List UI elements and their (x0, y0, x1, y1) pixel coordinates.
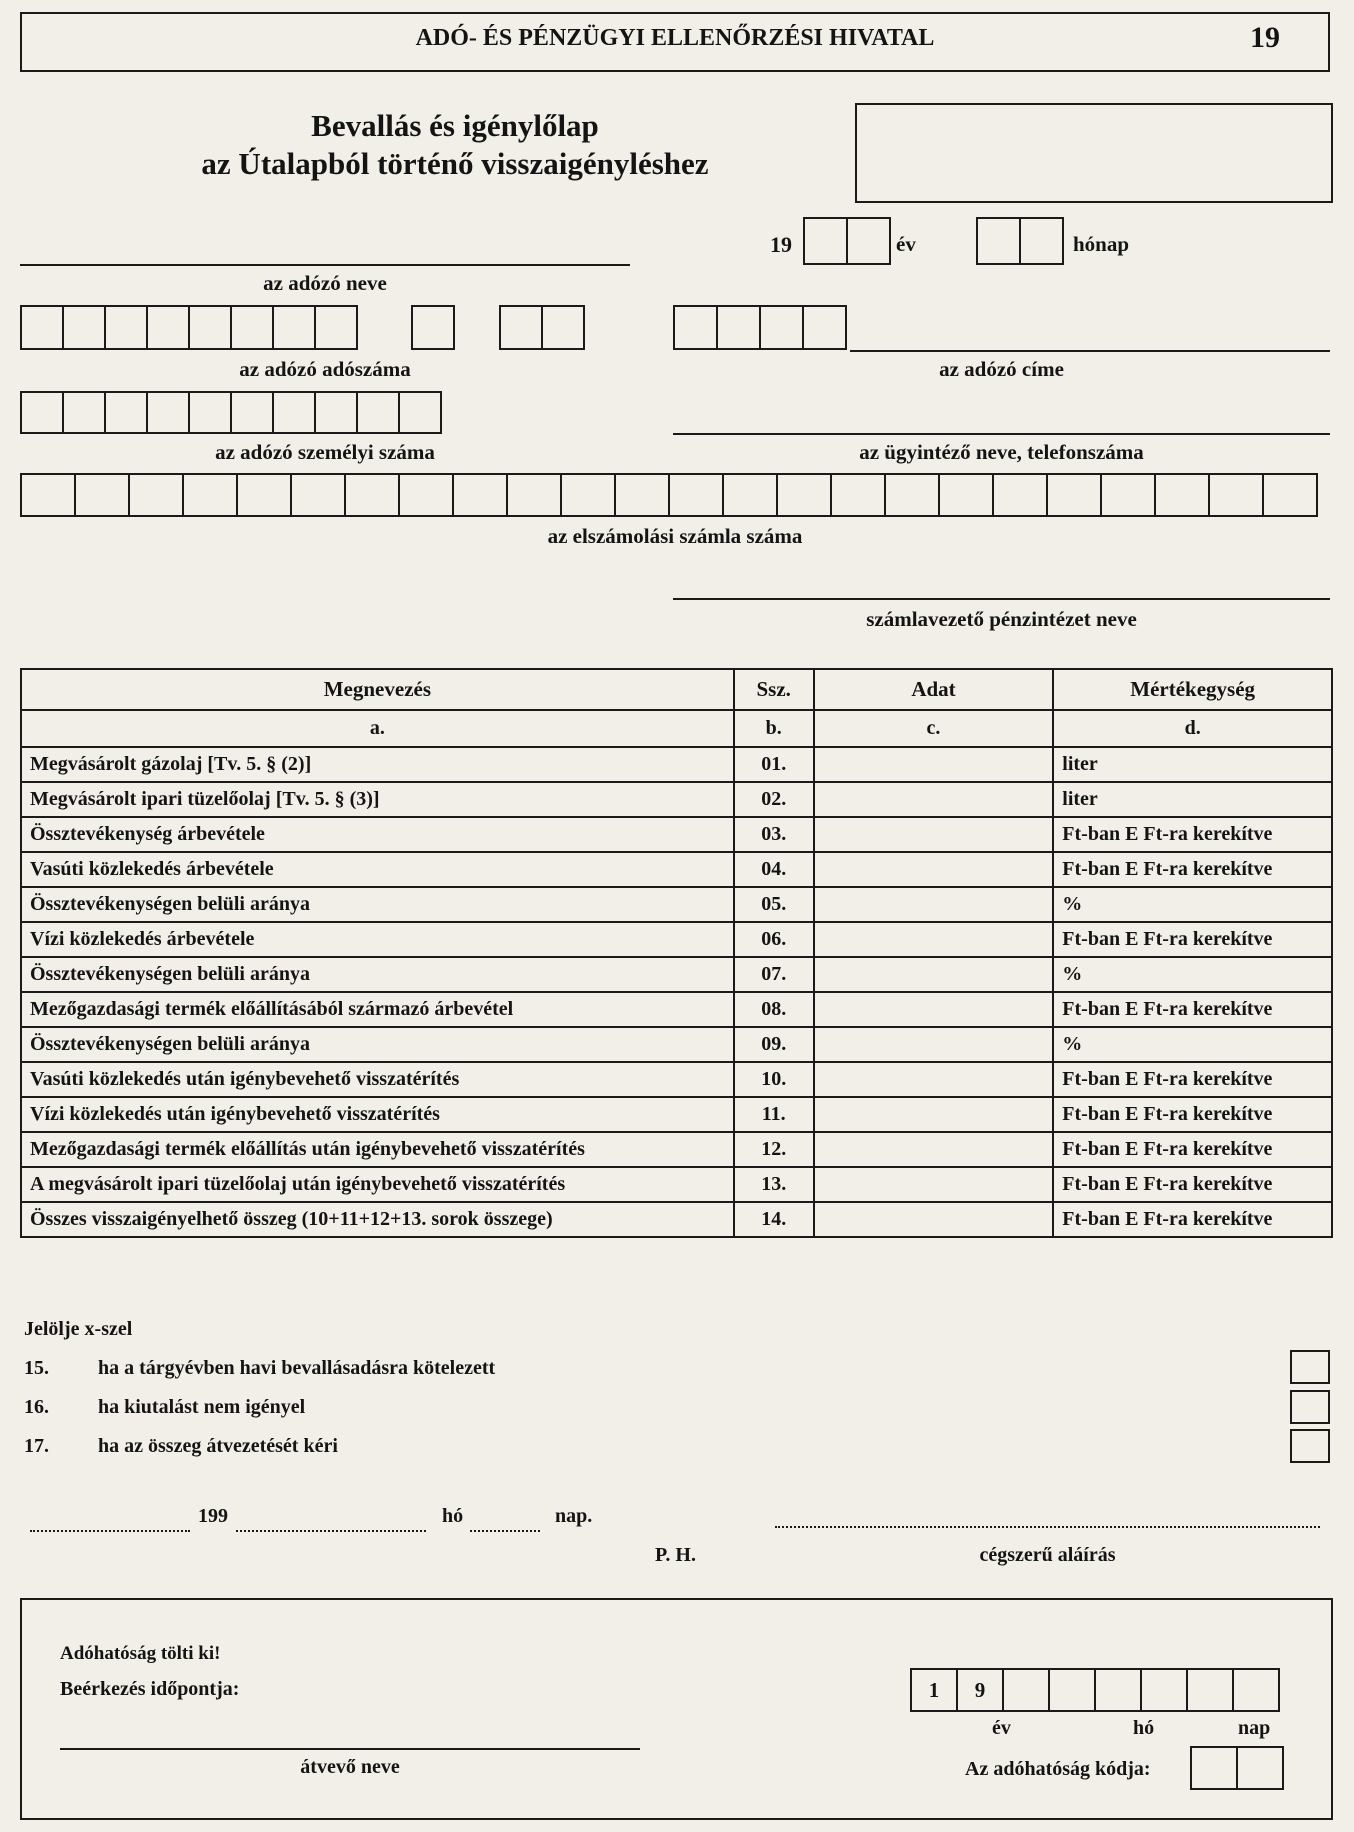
year-digit-box[interactable] (803, 217, 848, 265)
table-row (21, 887, 1332, 922)
row-data-cell[interactable] (814, 817, 1054, 852)
postcode-digit[interactable] (759, 305, 804, 350)
authority-code-boxes (1190, 1746, 1282, 1790)
taxpayer-address-label: az adózó címe (939, 357, 1064, 381)
tax-number-boxes-main (20, 305, 356, 350)
tax-number-digit[interactable] (499, 305, 543, 350)
account-number-label: az elszámolási számla száma (547, 524, 803, 548)
row-number: 04. (734, 852, 814, 887)
row-name: Vízi közlekedés után igénybevehető visszatérítés (21, 1097, 734, 1132)
row-number: 11. (734, 1097, 814, 1132)
table-row (21, 852, 1332, 887)
checkbox-instruction: Jelölje x-szel (24, 1318, 133, 1340)
account-digit-box[interactable] (506, 473, 562, 517)
table-row (21, 922, 1332, 957)
option-17-number: 17. (24, 1435, 49, 1457)
personal-number-digit[interactable] (272, 391, 316, 434)
year-dots[interactable] (236, 1530, 426, 1532)
table-row (21, 1202, 1332, 1237)
row-name: Össztevékenységen belüli aránya (21, 957, 734, 992)
account-digit-box[interactable] (236, 473, 292, 517)
row-unit: Ft-ban E Ft-ra kerekítve (1053, 922, 1332, 957)
table-row (21, 1167, 1332, 1202)
table-row (21, 817, 1332, 852)
row-unit: Ft-ban E Ft-ra kerekítve (1053, 1132, 1332, 1167)
personal-number-label: az adózó személyi száma (215, 440, 435, 464)
table-body (21, 747, 1332, 1237)
row-number: 10. (734, 1062, 814, 1097)
table-row (21, 957, 1332, 992)
option-15-checkbox[interactable] (1290, 1350, 1330, 1384)
col-letter-d: d. (1053, 710, 1332, 747)
account-number-boxes (20, 473, 1316, 517)
account-digit-box[interactable] (1154, 473, 1210, 517)
account-digit-box[interactable] (776, 473, 832, 517)
row-name: Össztevékenységen belüli aránya (21, 887, 734, 922)
row-data-cell[interactable] (814, 957, 1054, 992)
row-data-cell[interactable] (814, 1027, 1054, 1062)
row-name: Vasúti közlekedés után igénybevehető visszatérítés (21, 1062, 734, 1097)
col-letter-a: a. (21, 710, 734, 747)
code-digit-box[interactable] (1190, 1746, 1238, 1790)
row-data-cell[interactable] (814, 887, 1054, 922)
period-year-prefix: 19 (770, 232, 792, 257)
row-data-cell[interactable] (814, 1062, 1054, 1097)
row-name: Össztevékenység árbevétele (21, 817, 734, 852)
row-number: 03. (734, 817, 814, 852)
account-digit-box[interactable] (1100, 473, 1156, 517)
row-number: 05. (734, 887, 814, 922)
account-digit-box[interactable] (1046, 473, 1102, 517)
sign-year-prefix: 199 (198, 1505, 228, 1527)
date-digit-box[interactable] (1232, 1668, 1280, 1712)
option-16-label: ha kiutalást nem igényel (98, 1396, 306, 1418)
month-digit-box[interactable] (1019, 217, 1064, 265)
row-unit: % (1053, 1027, 1332, 1062)
row-number: 09. (734, 1027, 814, 1062)
period-year-label: év (896, 232, 916, 256)
period-year-boxes (803, 217, 889, 265)
row-unit: Ft-ban E Ft-ra kerekítve (1053, 817, 1332, 852)
bank-name-label: számlavezető pénzintézet neve (866, 607, 1137, 631)
table-row (21, 1062, 1332, 1097)
place-dots[interactable] (30, 1530, 190, 1532)
tax-number-digit[interactable] (62, 305, 106, 350)
tax-number-digit[interactable] (20, 305, 64, 350)
row-data-cell[interactable] (814, 1202, 1054, 1237)
row-data-cell[interactable] (814, 852, 1054, 887)
account-digit-box[interactable] (722, 473, 778, 517)
tax-number-digit[interactable] (314, 305, 358, 350)
col-header-unit: Mértékegység (1053, 669, 1332, 710)
account-digit-box[interactable] (560, 473, 616, 517)
contact-line[interactable] (673, 433, 1330, 435)
option-15-number: 15. (24, 1357, 49, 1379)
date-month-label: hó (1133, 1717, 1155, 1739)
account-digit-box[interactable] (20, 473, 76, 517)
personal-number-digit[interactable] (104, 391, 148, 434)
row-unit: Ft-ban E Ft-ra kerekítve (1053, 1202, 1332, 1237)
taxpayer-name-label: az adózó neve (263, 271, 387, 295)
personal-number-digit[interactable] (398, 391, 442, 434)
date-year-label: év (992, 1717, 1011, 1739)
received-label: Beérkezés időpontja: (60, 1678, 240, 1700)
receiver-line[interactable] (60, 1748, 640, 1750)
account-digit-box[interactable] (1208, 473, 1264, 517)
table-row (21, 782, 1332, 817)
address-line[interactable] (850, 350, 1330, 352)
tax-number-label: az adózó adószáma (239, 357, 411, 381)
tax-number-boxes-check (411, 305, 453, 350)
account-digit-box[interactable] (74, 473, 130, 517)
row-unit: liter (1053, 782, 1332, 817)
account-digit-box[interactable] (452, 473, 508, 517)
signature-label: cégszerű aláírás (979, 1544, 1116, 1566)
bank-name-line[interactable] (673, 598, 1330, 600)
contact-label: az ügyintéző neve, telefonszáma (859, 440, 1144, 464)
row-name: Megvásárolt ipari tüzelőolaj [Tv. 5. § (3)] (21, 782, 734, 817)
row-name: Vasúti közlekedés árbevétele (21, 852, 734, 887)
table-row (21, 1132, 1332, 1167)
postcode-boxes (673, 305, 845, 350)
signature-dots[interactable] (775, 1526, 1320, 1528)
row-data-cell[interactable] (814, 747, 1054, 782)
stamp-label: P. H. (655, 1544, 696, 1566)
tax-number-digit[interactable] (411, 305, 455, 350)
row-name: Mezőgazdasági termék előállításából származó árbevétel (21, 992, 734, 1027)
account-digit-box[interactable] (344, 473, 400, 517)
year-digit-box[interactable] (846, 217, 891, 265)
personal-number-digit[interactable] (314, 391, 358, 434)
account-digit-box[interactable] (992, 473, 1048, 517)
row-unit: Ft-ban E Ft-ra kerekítve (1053, 992, 1332, 1027)
table-row (21, 992, 1332, 1027)
date-digit-box[interactable] (1186, 1668, 1234, 1712)
form-title-line1: Bevallás és igénylőlap (311, 108, 599, 143)
date-digit-box: 1 (910, 1668, 958, 1712)
receiver-label: átvevő neve (300, 1756, 400, 1778)
tax-number-digit[interactable] (272, 305, 316, 350)
row-name: Összes visszaigényelhető összeg (10+11+12+13. sorok összege) (21, 1202, 734, 1237)
tax-number-digit[interactable] (146, 305, 190, 350)
data-table (20, 668, 1333, 1238)
row-name: Megvásárolt gázolaj [Tv. 5. § (2)] (21, 747, 734, 782)
personal-number-digit[interactable] (356, 391, 400, 434)
col-header-data: Adat (814, 669, 1054, 710)
row-number: 01. (734, 747, 814, 782)
date-digit-box: 9 (956, 1668, 1004, 1712)
row-unit: Ft-ban E Ft-ra kerekítve (1053, 852, 1332, 887)
row-data-cell[interactable] (814, 1097, 1054, 1132)
row-data-cell[interactable] (814, 782, 1054, 817)
postcode-digit[interactable] (716, 305, 761, 350)
date-digit-box[interactable] (1140, 1668, 1188, 1712)
row-unit: % (1053, 957, 1332, 992)
account-digit-box[interactable] (290, 473, 346, 517)
row-unit: Ft-ban E Ft-ra kerekítve (1053, 1167, 1332, 1202)
row-number: 02. (734, 782, 814, 817)
postcode-digit[interactable] (802, 305, 847, 350)
col-header-ssz: Ssz. (734, 669, 814, 710)
postcode-digit[interactable] (673, 305, 718, 350)
form-number: 19 (1250, 21, 1280, 54)
row-data-cell[interactable] (814, 1132, 1054, 1167)
sign-month-label: hó (442, 1505, 464, 1527)
account-digit-box[interactable] (884, 473, 940, 517)
table-row (21, 747, 1332, 782)
row-number: 12. (734, 1132, 814, 1167)
month-digit-box[interactable] (976, 217, 1021, 265)
account-digit-box[interactable] (830, 473, 886, 517)
row-unit: Ft-ban E Ft-ra kerekítve (1053, 1097, 1332, 1132)
date-day-label: nap (1238, 1717, 1271, 1739)
row-unit: liter (1053, 747, 1332, 782)
period-month-boxes (976, 217, 1062, 265)
row-number: 14. (734, 1202, 814, 1237)
row-number: 08. (734, 992, 814, 1027)
form-title-line2: az Útalapból történő visszaigényléshez (201, 146, 709, 181)
sign-day-label: nap. (555, 1505, 593, 1527)
account-digit-box[interactable] (938, 473, 994, 517)
row-name: Mezőgazdasági termék előállítás után igénybevehető visszatérítés (21, 1132, 734, 1167)
row-number: 13. (734, 1167, 814, 1202)
period-month-label: hónap (1073, 232, 1130, 256)
date-digit-box[interactable] (1048, 1668, 1096, 1712)
tax-number-digit[interactable] (188, 305, 232, 350)
row-data-cell[interactable] (814, 992, 1054, 1027)
tax-number-digit[interactable] (104, 305, 148, 350)
option-16-number: 16. (24, 1396, 49, 1418)
account-digit-box[interactable] (668, 473, 724, 517)
row-data-cell[interactable] (814, 922, 1054, 957)
received-date-boxes (910, 1668, 1278, 1712)
date-digit-box[interactable] (1002, 1668, 1050, 1712)
account-digit-box[interactable] (398, 473, 454, 517)
table-row (21, 1027, 1332, 1062)
authority-title: Adóhatóság tölti ki! (60, 1643, 221, 1664)
registration-box[interactable] (855, 103, 1333, 203)
option-17-checkbox[interactable] (1290, 1429, 1330, 1463)
row-number: 06. (734, 922, 814, 957)
personal-number-digit[interactable] (188, 391, 232, 434)
row-unit: % (1053, 887, 1332, 922)
option-15-label: ha a tárgyévben havi bevallásadásra kötelezett (98, 1357, 496, 1379)
account-digit-box[interactable] (614, 473, 670, 517)
option-17-label: ha az összeg átvezetését kéri (98, 1435, 338, 1457)
row-number: 07. (734, 957, 814, 992)
table-row (21, 1097, 1332, 1132)
code-digit-box[interactable] (1236, 1746, 1284, 1790)
row-data-cell[interactable] (814, 1167, 1054, 1202)
month-dots[interactable] (470, 1530, 540, 1532)
col-header-name: Megnevezés (21, 669, 734, 710)
row-name: Vízi közlekedés árbevétele (21, 922, 734, 957)
personal-number-digit[interactable] (20, 391, 64, 434)
row-name: Össztevékenységen belüli aránya (21, 1027, 734, 1062)
tax-number-digit[interactable] (230, 305, 274, 350)
col-letter-c: c. (814, 710, 1054, 747)
account-digit-box[interactable] (182, 473, 238, 517)
date-digit-box[interactable] (1094, 1668, 1142, 1712)
account-digit-box[interactable] (1262, 473, 1318, 517)
personal-number-boxes (20, 391, 440, 434)
taxpayer-name-line[interactable] (20, 264, 630, 266)
personal-number-digit[interactable] (62, 391, 106, 434)
tax-number-digit[interactable] (541, 305, 585, 350)
personal-number-digit[interactable] (230, 391, 274, 434)
row-name: A megvásárolt ipari tüzelőolaj után igénybevehető visszatérítés (21, 1167, 734, 1202)
account-digit-box[interactable] (128, 473, 184, 517)
authority-code-label: Az adóhatóság kódja: (965, 1758, 1151, 1780)
personal-number-digit[interactable] (146, 391, 190, 434)
option-16-checkbox[interactable] (1290, 1390, 1330, 1424)
col-letter-b: b. (734, 710, 814, 747)
agency-title: ADÓ- ÉS PÉNZÜGYI ELLENŐRZÉSI HIVATAL (415, 25, 935, 51)
row-unit: Ft-ban E Ft-ra kerekítve (1053, 1062, 1332, 1097)
tax-number-boxes-code (499, 305, 583, 350)
